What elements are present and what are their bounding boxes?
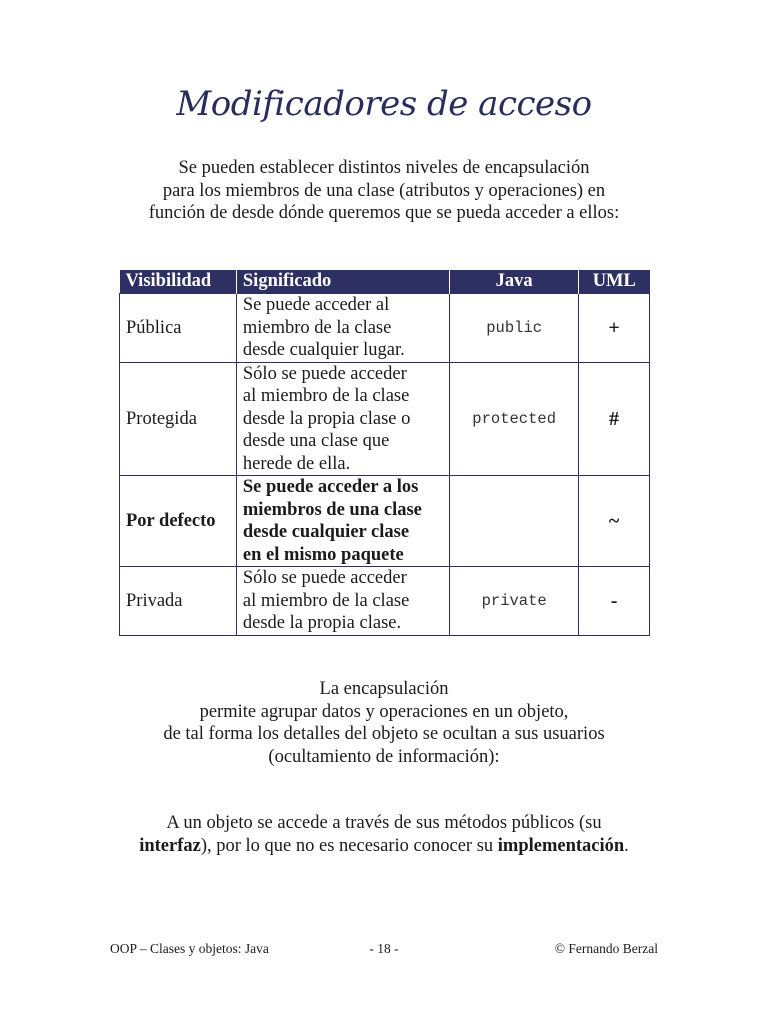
significado-line: Sólo se puede acceder — [242, 568, 407, 588]
uml-symbol-cell: - — [579, 567, 650, 636]
interface-end-text: . — [624, 835, 629, 856]
significado-cell — [236, 476, 449, 567]
interface-line-1: A un objeto se accede a través de sus métodos públicos (su — [166, 813, 602, 833]
table-row — [120, 567, 650, 636]
header-uml: UML — [579, 270, 650, 294]
significado-line: desde cualquier lugar. — [242, 340, 405, 360]
footer-left: OOP – Clases y objetos: Java — [110, 941, 269, 956]
header-significado: Significado — [236, 270, 449, 294]
visibilidad-cell: Privada — [120, 567, 237, 636]
significado-line: desde cualquier clase — [242, 522, 410, 542]
encapsulation-line: de tal forma los detalles del objeto se ocultan a sus usuarios — [163, 724, 605, 744]
page-title: Modificadores de acceso — [176, 84, 592, 124]
visibilidad-cell: Por defecto — [120, 476, 237, 567]
page-number: - 18 - — [369, 941, 399, 956]
significado-cell — [236, 294, 449, 363]
table-header-row — [120, 270, 650, 294]
encapsulation-line: (ocultamiento de información): — [268, 746, 500, 767]
visibilidad-cell: Protegida — [120, 362, 237, 476]
significado-line: miembros de una clase — [242, 499, 422, 520]
header-java: Java — [450, 270, 579, 294]
significado-cell — [236, 362, 449, 476]
java-keyword-cell: protected — [450, 362, 579, 476]
significado-cell — [236, 567, 449, 636]
significado-line: Se puede acceder al — [242, 295, 390, 315]
interface-mid-text: ), por lo que no es necesario conocer su — [200, 835, 498, 856]
header-visibilidad: Visibilidad — [120, 270, 237, 294]
table-row — [120, 294, 650, 363]
intro-paragraph — [0, 157, 768, 225]
table-row — [120, 362, 650, 476]
page-footer — [110, 941, 658, 959]
intro-line: función de desde dónde queremos que se pueda acceder a ellos: — [148, 203, 620, 223]
interfaz-term: interfaz — [139, 835, 201, 856]
significado-line: en el mismo paquete — [242, 544, 404, 565]
java-keyword-cell — [450, 476, 579, 567]
significado-line: herede de ella. — [242, 453, 351, 474]
interface-paragraph — [0, 812, 768, 857]
uml-symbol-cell: ~ — [579, 476, 650, 567]
significado-line: miembro de la clase — [242, 317, 392, 338]
encapsulation-line: permite agrupar datos y operaciones en un objeto, — [199, 701, 569, 722]
significado-line: desde una clase que — [242, 431, 390, 451]
significado-line: al miembro de la clase — [242, 386, 410, 406]
java-keyword-cell: private — [450, 567, 579, 636]
significado-line: Sólo se puede acceder — [242, 363, 407, 384]
intro-line: para los miembros de una clase (atributos y operaciones) en — [162, 180, 606, 201]
encapsulation-line: La encapsulación — [319, 679, 449, 699]
interface-line-2 — [0, 835, 768, 858]
java-keyword-cell: public — [450, 294, 579, 363]
visibilidad-cell: Pública — [120, 294, 237, 363]
access-modifiers-table — [119, 270, 650, 636]
uml-symbol-cell: # — [579, 362, 650, 476]
uml-symbol-cell: + — [579, 294, 650, 363]
significado-line: desde la propia clase. — [242, 613, 402, 633]
table-row — [120, 476, 650, 567]
significado-line: Se puede acceder a los — [242, 477, 419, 497]
significado-line: al miembro de la clase — [242, 590, 410, 611]
footer-author: © Fernando Berzal — [554, 941, 658, 956]
significado-line: desde la propia clase o — [242, 408, 411, 429]
implementacion-term: implementación — [497, 835, 625, 856]
encapsulation-paragraph — [0, 678, 768, 768]
intro-line: Se pueden establecer distintos niveles de encapsulación — [178, 158, 590, 178]
